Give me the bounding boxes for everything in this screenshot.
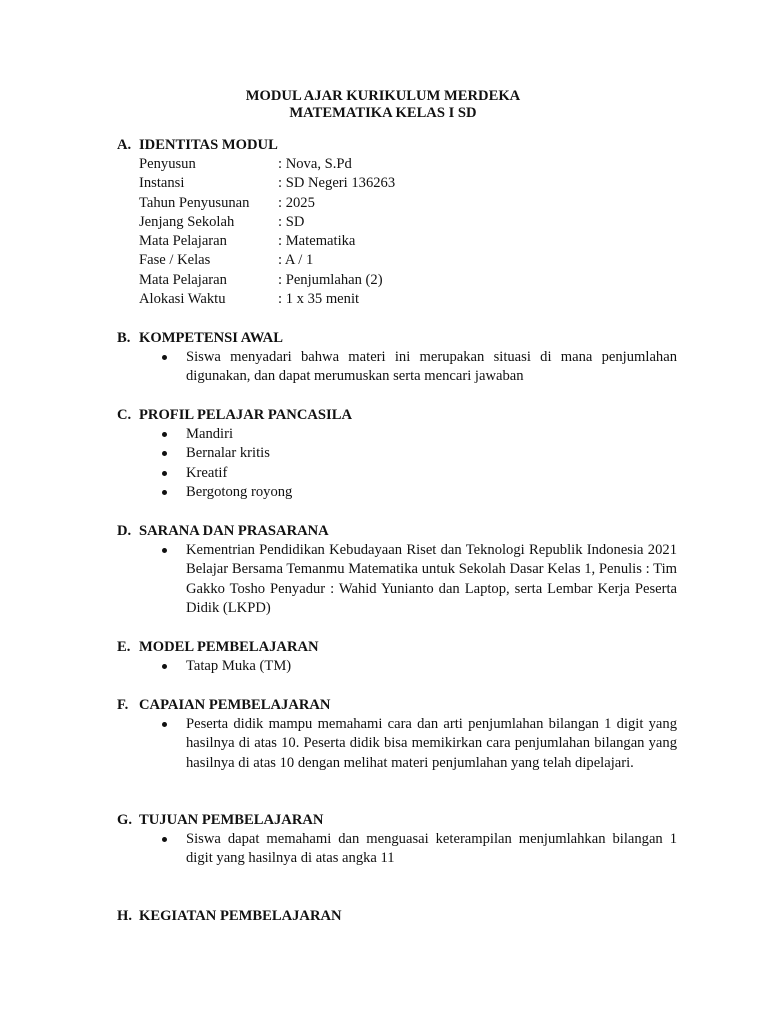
identity-value: : Penjumlahan (2) [278,271,383,288]
list-item-text: Peserta didik mampu memahami cara dan arti penjumlahan bilangan 1 digit yang hasilnya di atas 10. Peserta didik bisa memikirkan cara penjumlahan bilangan yang hasilnya di atas 10 dengan melihat materi penjumlahan yang telah dipelajari. [186,716,677,771]
list-item [117,657,677,676]
list-item [117,348,677,387]
identity-value: : Matematika [278,233,356,250]
identity-row [139,174,677,193]
bullet-icon [162,355,167,360]
section-title: IDENTITAS MODUL [139,137,278,153]
bullet-icon [162,451,167,456]
section-heading [117,522,677,541]
section-title: PROFIL PELAJAR PANCASILA [139,407,352,423]
bullet-icon [162,432,167,437]
bullet-list [117,541,677,618]
bullet-list [117,348,677,387]
identity-value: : SD Negeri 136263 [278,175,396,192]
identity-table [139,155,677,309]
identity-row [139,251,677,270]
section-identitas-modul [117,136,677,309]
section-title: KEGIATAN PEMBELAJARAN [139,908,342,924]
identity-label: Fase / Kelas [139,252,211,269]
list-item-text: Bernalar kritis [186,445,270,462]
section-sarana-dan-prasarana [117,522,677,618]
section-letter: E. [117,639,131,655]
title-line-1: MODUL AJAR KURIKULUM MERDEKA [245,88,521,104]
list-item-text: Siswa dapat memahami dan menguasai keterampilan menjumlahkan bilangan 1 digit yang hasilnya di atas angka 11 [186,831,677,867]
section-letter: H. [117,908,132,924]
bullet-icon [162,490,167,495]
list-item [117,715,677,773]
section-heading [117,136,677,155]
list-item-text: Bergotong royong [186,483,293,500]
identity-row [139,155,677,174]
section-profil-pelajar-pancasila [117,406,677,502]
bullet-list [117,715,677,773]
identity-value: : 2025 [278,194,315,211]
section-heading [117,907,677,926]
section-letter: A. [117,137,132,153]
identity-label: Tahun Penyusunan [139,194,250,211]
identity-label: Alokasi Waktu [139,291,226,308]
bullet-icon [162,722,167,727]
identity-value: : Nova, S.Pd [278,156,352,172]
identity-label: Jenjang Sekolah [139,213,235,230]
identity-row [139,194,677,213]
identity-row [139,271,677,290]
bullet-icon [162,837,167,842]
list-item [117,830,677,869]
section-heading [117,638,677,657]
section-tujuan-pembelajaran [117,811,677,869]
title-line-2: MATEMATIKA KELAS I SD [289,105,477,121]
section-title: SARANA DAN PRASARANA [139,523,329,539]
section-title: MODEL PEMBELAJARAN [139,639,319,655]
section-title: CAPAIAN PEMBELAJARAN [139,697,331,713]
list-item [117,541,677,618]
identity-value: : A / 1 [278,252,314,269]
section-heading [117,696,677,715]
section-heading [117,406,677,425]
section-heading [117,811,677,830]
bullet-icon [162,548,167,553]
list-item [117,464,677,483]
section-title: KOMPETENSI AWAL [139,330,283,346]
identity-row [139,213,677,232]
list-item-text: Kementrian Pendidikan Kebudayaan Riset dan Teknologi Republik Indonesia 2021 Belajar Bersama Temanmu Matematika untuk Sekolah Dasar Kelas 1, Penulis : Tim Gakko Tosho Penyadur : Wahid Yunianto dan Laptop, serta Lembar Kerja Peserta Didik (LKPD) [186,542,677,616]
identity-label: Penyusun [139,156,196,172]
identity-label: Mata Pelajaran [139,233,227,250]
bullet-list [117,657,677,676]
bullet-icon [162,664,167,669]
identity-label: Mata Pelajaran [139,271,227,288]
list-item-text: Mandiri [186,426,234,442]
document-title [0,88,766,122]
identity-value: : 1 x 35 menit [278,291,360,308]
identity-row [139,232,677,251]
section-letter: B. [117,330,131,346]
section-kompetensi-awal [117,329,677,387]
section-letter: C. [117,407,132,423]
section-letter: F. [117,697,129,713]
bullet-list [117,830,677,869]
identity-value: : SD [278,213,305,230]
section-letter: G. [117,812,132,828]
section-heading [117,329,677,348]
list-item-text: Kreatif [186,464,228,481]
list-item [117,425,677,444]
list-item [117,444,677,463]
bullet-icon [162,471,167,476]
identity-row [139,290,677,309]
identity-label: Instansi [139,175,185,192]
section-model-pembelajaran [117,638,677,676]
list-item-text: Siswa menyadari bahwa materi ini merupakan situasi di mana penjumlahan digunakan, dan dapat merumuskan serta mencari jawaban [186,349,677,385]
bullet-list [117,425,677,502]
list-item-text: Tatap Muka (TM) [186,658,292,674]
section-title: TUJUAN PEMBELAJARAN [139,812,324,828]
section-kegiatan-pembelajaran [117,907,677,926]
section-capaian-pembelajaran [117,696,677,773]
section-letter: D. [117,523,132,539]
list-item [117,483,677,502]
